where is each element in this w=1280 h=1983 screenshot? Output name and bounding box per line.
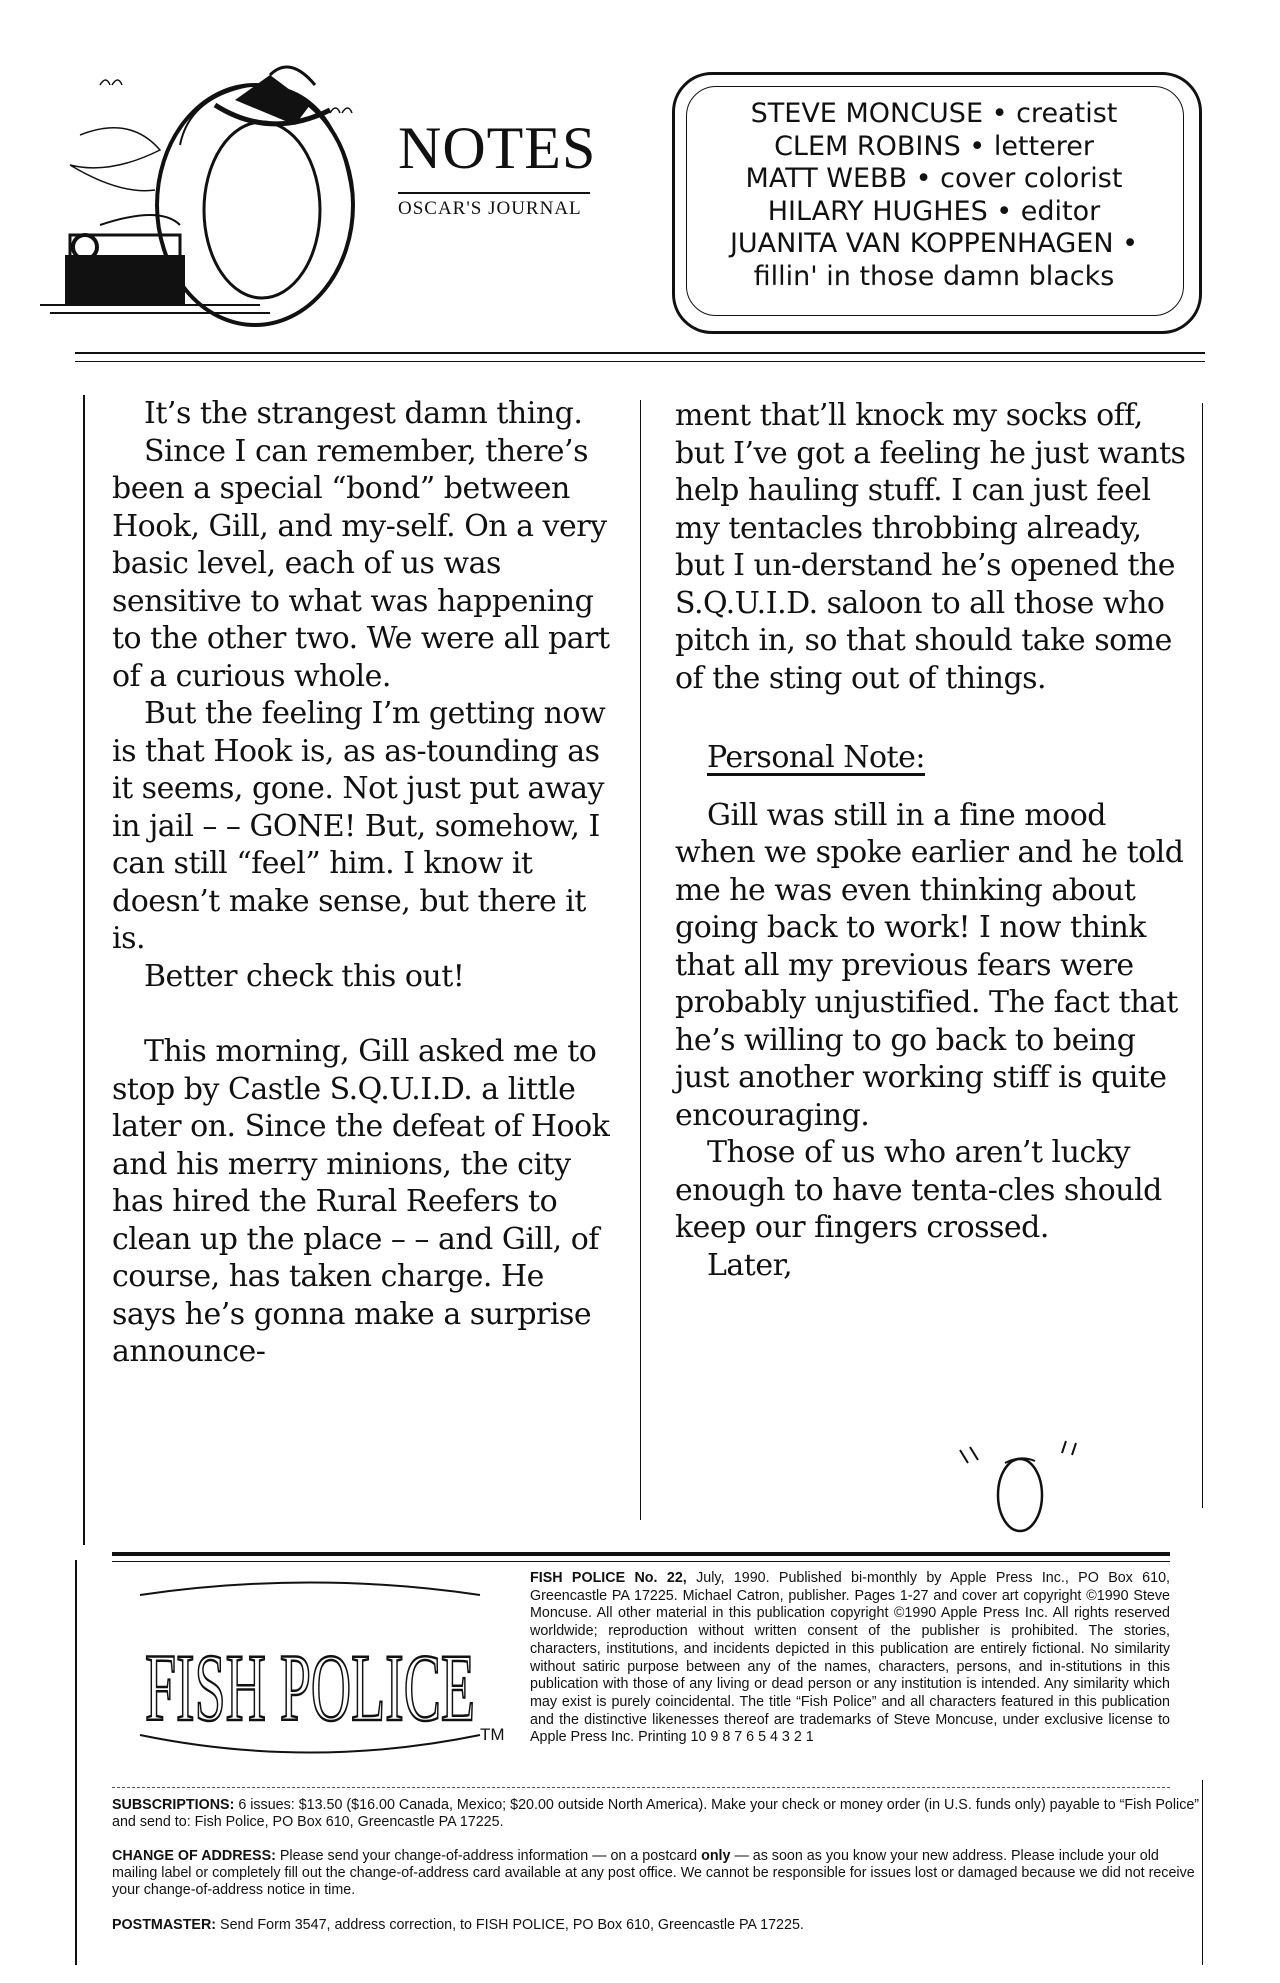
oscar-signature [950,1425,1090,1545]
credit-line: MATT WEBB • cover colorist [745,163,1123,194]
postmaster-info [112,1917,1202,1934]
credit-line: fillin' in those damn blacks [753,260,1115,292]
fish-police-logo [130,1570,490,1770]
change-of-address-text-2: — as soon as you know your new address. Please include your old mailing label or completely fill out the change-of-address card available at any post office. We cannot be responsible for issues lost or damaged because we did not receive your change-of-address notice in time. [112,1848,1195,1899]
change-of-address-only: only [701,1848,731,1864]
journal-paragraph: Gill was still in a fine mood when we spoke earlier and he told me he was even thinking about going back to work! I now think that all my previous fears were probably unjustified. The fact that he’s willing to go back to being just another working stiff is quite encouraging. [675,797,1184,1133]
trademark-mark: TM [480,1725,505,1744]
header-rule-bottom [75,361,1205,362]
credits-list [686,98,1182,293]
postmaster-text: Send Form 3547, address correction, to FISH POLICE, PO Box 610, Greencastle PA 17225. [220,1917,804,1933]
change-of-address-text: Please send your change-of-address information — on a postcard [279,1848,698,1864]
credit-line: HILARY HUGHES • editor [767,195,1101,227]
subscriptions-label: SUBSCRIPTIONS: [112,1797,235,1813]
journal-paragraph: Those of us who aren’t lucky enough to have tenta-cles should keep our fingers crossed. [675,1135,1162,1245]
footer-left-rule [75,1560,77,1965]
credit-line: JUANITA VAN KOPPENHAGEN • [729,228,1139,259]
header-rule-top [75,352,1205,354]
indicia-title: FISH POLICE No. 22, [530,1570,687,1586]
journal-paragraph: But the feeling I’m getting now is that Hook is, as as-tounding as it seems, gone. Not just put away in jail – – GONE! But, somehow, I can still “feel” him. I know it doesn’t make sense, but there it is. [112,696,606,956]
credit-line: STEVE MONCUSE • creatist [750,98,1118,129]
subscriptions-info [112,1797,1202,1831]
journal-paragraph: Better check this out! [144,958,465,994]
fish-police-logo-text: FISH POLICE [145,1634,475,1741]
page-title: NOTES [398,115,597,181]
indicia-text: July, 1990. Published bi-monthly by Apple Press Inc., PO Box 610, Greencastle PA 17225. Michael Catron, publisher. Pages 1-27 and cover art copyright ©1990 Steve Moncuse. All other material in this publication copyright ©1990 Apple Press Inc. All rights reserved worldwide; reproduction without written consent of the publisher is prohibited. The stories, characters, institutions, and incidents depicted in this publication are entirely fictional. No similarity without satiric purpose between any of the names, characters, persons, and in-stitutions in this publication with those of any living or dead person or any institution is intended. Any similarity which may exist is purely coincidental. The title “Fish Police” and all characters featured in this publication and the distinctive likenesses thereof are trademarks of Steve Moncuse, under exclusive license to Apple Press Inc. Printing 10 9 8 7 6 5 4 3 2 1 [530,1570,1171,1746]
page-subtitle: OSCAR'S JOURNAL [398,192,590,220]
journal-signoff: Later, [707,1247,793,1283]
footer-rule-thick [112,1552,1170,1556]
credit-line: CLEM ROBINS • letterer [774,130,1094,162]
journal-paragraph: ment that’ll knock my socks off, but I’ve got a feeling he just wants help hauling stuff. I can just feel my tentacles throbbing already, but I un-derstand he’s opened the S.Q.U.I.D. saloon to all those who pitch in, so that should take some of the sting out of things. [675,398,1186,696]
column-divider [640,400,641,1520]
journal-column-left [112,395,612,1371]
personal-note-heading: Personal Note: [707,740,925,775]
journal-paragraph: It’s the strangest damn thing. [144,396,583,431]
journal-paragraph: This morning, Gill asked me to stop by Castle S.Q.U.I.D. a little later on. Since the defeat of Hook and his merry minions, the city has hired the Rural Reefers to clean up the place – – and Gill, of course, has taken charge. He says he’s gonna make a surprise announce- [112,1034,610,1369]
footer-divider [112,1787,1170,1788]
footer-rule-thin [112,1561,1170,1562]
right-border-rule [1202,403,1203,1508]
subscriptions-text: 6 issues: $13.50 ($16.00 Canada, Mexico; $20.00 outside North America). Make your check or money order (in U.S. funds only) payable to “Fish Police” and send to: Fish Police, PO Box 610, Greencastle PA 17225. [112,1797,1200,1831]
journal-column-right [675,397,1195,1284]
publication-indicia [530,1570,1170,1747]
journal-paragraph: Since I can remember, there’s been a special “bond” between Hook, Gill, and my-self. On a very basic level, each of us was sensitive to what was happening to the other two. We were all part of a curious whole. [112,433,610,694]
left-border-rule [83,395,85,1545]
postmaster-label: POSTMASTER: [112,1917,217,1933]
change-of-address-label: CHANGE OF ADDRESS: [112,1848,276,1864]
change-of-address-info [112,1848,1202,1900]
footer-right-rule [1202,1780,1203,1965]
oscar-logo-illustration [40,55,380,335]
